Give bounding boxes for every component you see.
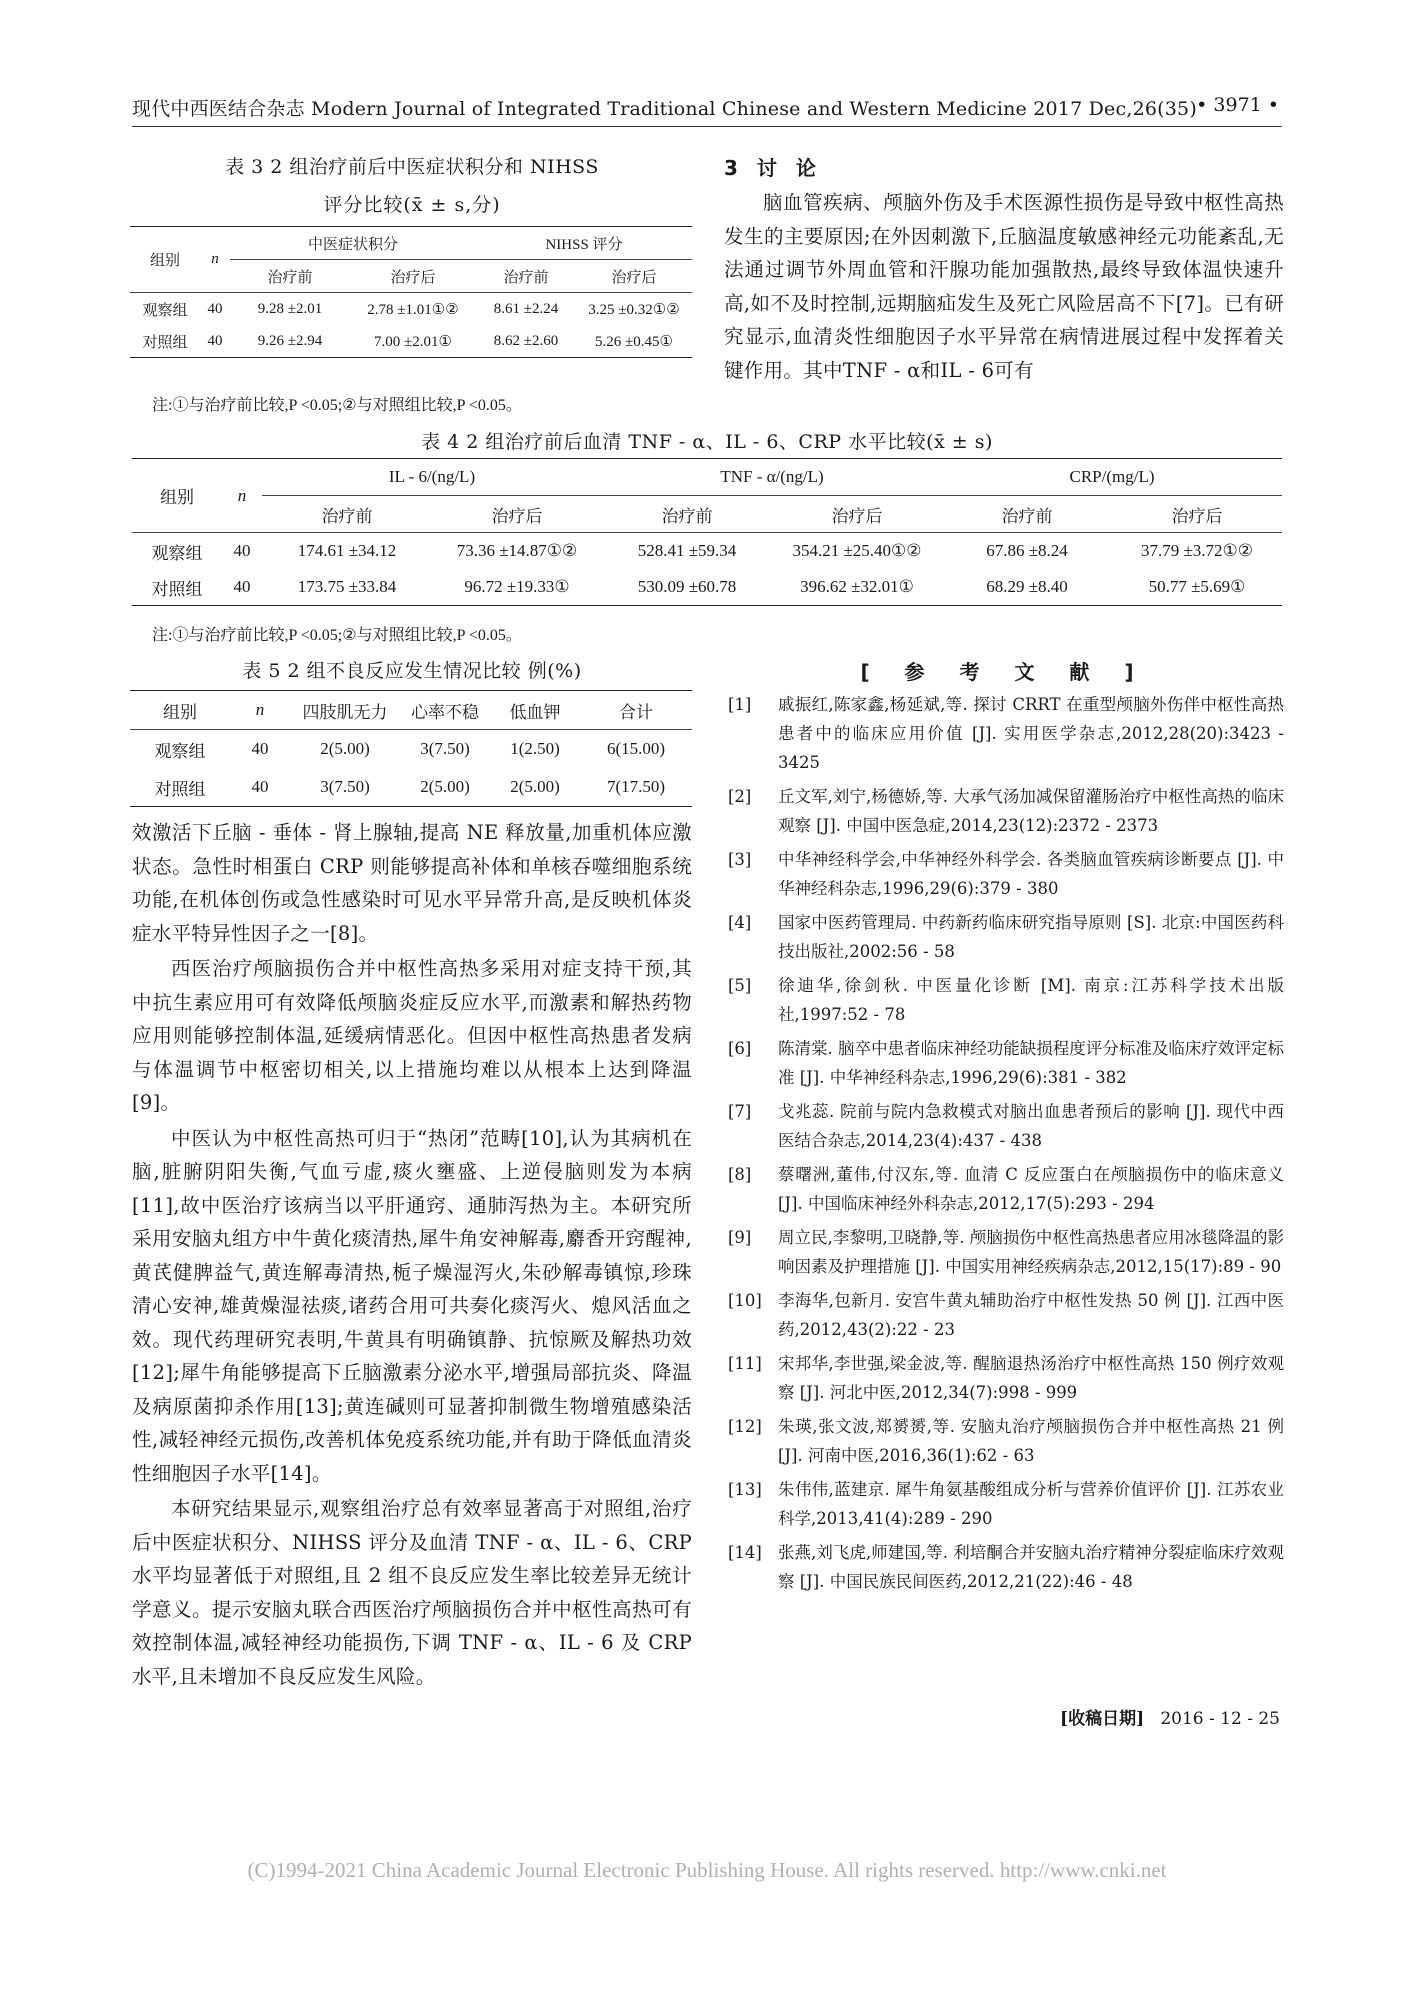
reference-number: [6] bbox=[728, 1039, 752, 1058]
table-cell: 2(5.00) bbox=[320, 739, 370, 758]
reference-item bbox=[728, 908, 1284, 966]
table-cell: 2(5.00) bbox=[420, 777, 470, 796]
reference-text: 宋邦华,李世强,梁金波,等. 醒脑退热汤治疗中枢性高热 150 例疗效观察 [J]. 河北中医,2012,34(7):998 - 999 bbox=[778, 1354, 1284, 1402]
table-row bbox=[132, 569, 1282, 606]
table-cell: 对照组 bbox=[151, 579, 203, 599]
table-cell: 7(17.50) bbox=[606, 777, 666, 796]
left-body-text bbox=[132, 816, 692, 1693]
reference-item bbox=[728, 1034, 1284, 1092]
table-cell: 8.61 ±2.24 bbox=[493, 300, 559, 317]
table-cell: 174.61 ±34.12 bbox=[297, 541, 397, 560]
reference-text: 蔡曙洲,董伟,付汉东,等. 血清 C 反应蛋白在颅脑损伤中的临床意义 [J]. 中国临床神经外科杂志,2012,17(5):293 - 294 bbox=[778, 1165, 1284, 1213]
reference-number: [3] bbox=[728, 850, 752, 869]
reference-number: [7] bbox=[728, 1102, 752, 1121]
body-paragraph: 效激活下丘脑 - 垂体 - 肾上腺轴,提高 NE 释放量,加重机体应激状态。急性时相蛋白 CRP 则能够提高补体和单核吞噬细胞系统功能,在机体创伤或急性感染时可见水平异常升高,是反映机体炎症水平特异性因子之一[8]。 bbox=[132, 821, 692, 945]
table-cell: 观察组 bbox=[154, 741, 206, 761]
table4-header-group: 组别 bbox=[160, 488, 194, 507]
table-cell: 528.41 ±59.34 bbox=[637, 541, 737, 560]
reference-item bbox=[728, 1223, 1284, 1281]
reference-item bbox=[728, 1349, 1284, 1407]
reference-text: 陈清棠. 脑卒中患者临床神经功能缺损程度评分标准及临床疗效评定标准 [J]. 中华神经科杂志,1996,29(6):381 - 382 bbox=[778, 1039, 1284, 1087]
references-heading: [ 参 考 文 献 ] bbox=[860, 660, 1148, 684]
reference-text: 中华神经科学会,中华神经外科学会. 各类脑血管疾病诊断要点 [J]. 中华神经科杂志,1996,29(6):379 - 380 bbox=[778, 850, 1284, 898]
table3-sub-before: 治疗前 bbox=[267, 269, 313, 286]
reference-item bbox=[728, 1538, 1284, 1596]
reference-item bbox=[728, 1286, 1284, 1344]
table-cell: 50.77 ±5.69① bbox=[1148, 577, 1246, 596]
table3-note: 注:①与治疗前比较,P <0.05;②与对照组比较,P <0.05。 bbox=[152, 397, 522, 414]
table-cell: 40 bbox=[233, 541, 251, 560]
reference-text: 李海华,包新月. 安宫牛黄丸辅助治疗中枢性发热 50 例 [J]. 江西中医药,2012,43(2):22 - 23 bbox=[778, 1291, 1284, 1339]
table-cell: 73.36 ±14.87①② bbox=[456, 541, 578, 560]
table-cell: 37.79 ±3.72①② bbox=[1140, 541, 1254, 560]
reference-item bbox=[728, 1475, 1284, 1533]
references-list bbox=[728, 690, 1284, 1601]
table4-sub-after: 治疗后 bbox=[831, 506, 883, 526]
reference-number: [8] bbox=[728, 1165, 752, 1184]
reference-number: [13] bbox=[728, 1480, 762, 1499]
received-date bbox=[1060, 1704, 1280, 1729]
reference-item bbox=[728, 782, 1284, 840]
table3-caption-line2: 评分比较(x̄ ± s,分) bbox=[323, 194, 501, 216]
table-cell: 1(2.50) bbox=[510, 739, 560, 758]
reference-text: 徐迪华,徐剑秋. 中医量化诊断 [M]. 南京:江苏科学技术出版社,1997:52 - 78 bbox=[778, 976, 1284, 1024]
reference-number: [12] bbox=[728, 1417, 762, 1436]
table-row bbox=[132, 533, 1282, 570]
table4-sub-before: 治疗前 bbox=[321, 506, 373, 526]
table4-header-il6: IL - 6/(ng/L) bbox=[262, 459, 602, 496]
table3-header-n: n bbox=[211, 251, 219, 267]
table4 bbox=[132, 458, 1282, 606]
reference-text: 张燕,刘飞虎,师建国,等. 利培酮合并安脑丸治疗精神分裂症临床疗效观察 [J]. 中国民族民间医药,2012,21(22):46 - 48 bbox=[778, 1543, 1284, 1591]
table-cell: 3(7.50) bbox=[320, 777, 370, 796]
reference-item bbox=[728, 845, 1284, 903]
table4-header-n: n bbox=[237, 485, 247, 505]
table3-header-group: 组别 bbox=[149, 253, 180, 269]
page-number: • 3971 • bbox=[1196, 94, 1279, 116]
reference-item bbox=[728, 1160, 1284, 1218]
table-cell: 40 bbox=[251, 777, 269, 796]
reference-item bbox=[728, 1412, 1284, 1470]
table-cell: 2.78 ±1.01①② bbox=[367, 301, 459, 318]
table-cell: 7.00 ±2.01① bbox=[374, 333, 452, 350]
reference-item bbox=[728, 690, 1284, 777]
table5-header-cell: 心率不稳 bbox=[411, 702, 479, 722]
table3 bbox=[130, 226, 692, 358]
table3-header-nihss: NIHSS 评分 bbox=[476, 227, 692, 260]
reference-number: [10] bbox=[728, 1291, 762, 1310]
table4-sub-after: 治疗后 bbox=[1171, 506, 1223, 526]
table-cell: 6(15.00) bbox=[606, 739, 666, 758]
table3-sub-after: 治疗后 bbox=[611, 269, 657, 286]
received-value: 2016 - 12 - 25 bbox=[1160, 1709, 1280, 1729]
reference-number: [4] bbox=[728, 913, 752, 932]
reference-text: 丘文军,刘宁,杨德娇,等. 大承气汤加减保留灌肠治疗中枢性高热的临床观察 [J]. 中国中医急症,2014,23(12):2372 - 2373 bbox=[778, 787, 1284, 835]
table-cell: 40 bbox=[207, 332, 223, 349]
copyright-footer: (C)1994-2021 China Academic Journal Electronic Publishing House. All rights reserved. http://www.cnki.net bbox=[247, 1858, 1167, 1882]
table4-sub-after: 治疗后 bbox=[491, 506, 543, 526]
table3-caption-line1: 表 3 2 组治疗前后中医症状积分和 NIHSS bbox=[225, 156, 599, 178]
discussion-paragraph: 脑血管疾病、颅脑外伤及手术医源性损伤是导致中枢性高热发生的主要原因;在外因刺激下,丘脑温度敏感神经元功能紊乱,无法通过调节外周血管和汗腺功能加强散热,最终导致体温快速升高,如不及时控制,远期脑疝发生及死亡风险居高不下[7]。已有研究显示,血清炎性细胞因子水平异常在病情进展过程中发挥着关键作用。其中TNF - α和IL - 6可有 bbox=[724, 191, 1284, 382]
table-row bbox=[130, 293, 692, 326]
reference-item bbox=[728, 971, 1284, 1029]
table-cell: 40 bbox=[233, 577, 251, 596]
table4-header-tnf: TNF - α/(ng/L) bbox=[602, 459, 942, 496]
table-row bbox=[130, 325, 692, 358]
table5-header-cell: 低血钾 bbox=[509, 702, 561, 722]
table-cell: 40 bbox=[207, 300, 223, 317]
table5-header-cell: n bbox=[255, 700, 265, 719]
table-cell: 3(7.50) bbox=[420, 739, 470, 758]
table5-header-cell: 组别 bbox=[163, 702, 197, 722]
table-cell: 8.62 ±2.60 bbox=[493, 332, 559, 349]
reference-number: [1] bbox=[728, 695, 752, 714]
reference-text: 国家中医药管理局. 中药新药临床研究指导原则 [S]. 北京:中国医药科技出版社,2002:56 - 58 bbox=[778, 913, 1284, 961]
table4-header-crp: CRP/(mg/L) bbox=[942, 459, 1282, 496]
reference-text: 戈兆蕊. 院前与院内急救模式对脑出血患者预后的影响 [J]. 现代中西医结合杂志,2014,23(4):437 - 438 bbox=[778, 1102, 1284, 1150]
table-cell: 观察组 bbox=[151, 543, 203, 563]
body-paragraph: 西医治疗颅脑损伤合并中枢性高热多采用对症支持干预,其中抗生素应用可有效降低颅脑炎症反应水平,而激素和解热药物应用则能够控制体温,延缓病情恶化。但因中枢性高热患者发病与体温调节中枢密切相关,以上措施均难以从根本上达到降温[9]。 bbox=[132, 957, 692, 1114]
table-row bbox=[130, 730, 692, 769]
table-cell: 2(5.00) bbox=[510, 777, 560, 796]
reference-number: [14] bbox=[728, 1543, 762, 1562]
table3-sub-before: 治疗前 bbox=[503, 269, 549, 286]
reference-number: [11] bbox=[728, 1354, 762, 1373]
table-row bbox=[130, 768, 692, 807]
table-cell: 5.26 ±0.45① bbox=[595, 333, 673, 350]
discussion-text bbox=[724, 186, 1284, 387]
reference-text: 戚振红,陈家鑫,杨延斌,等. 探讨 CRRT 在重型颅脑外伤伴中枢性高热患者中的临床应用价值 [J]. 实用医学杂志,2012,28(20):3423 - 3425 bbox=[778, 695, 1284, 772]
reference-item bbox=[728, 1097, 1284, 1155]
table-cell: 40 bbox=[251, 739, 269, 758]
table-cell: 396.62 ±32.01① bbox=[800, 577, 914, 596]
table4-sub-before: 治疗前 bbox=[1001, 506, 1053, 526]
body-paragraph: 本研究结果显示,观察组治疗总有效率显著高于对照组,治疗后中医症状积分、NIHSS 评分及血清 TNF - α、IL - 6、CRP 水平均显著低于对照组,且 2 组不良反应发生率比较差异无统计学意义。提示安脑丸联合西医治疗颅脑损伤合并中枢性高热可有效控制体温,减轻神经功能损伤,下调 TNF - α、IL - 6 及 CRP 水平,且未增加不良反应发生风险。 bbox=[132, 1497, 692, 1688]
table-cell: 354.21 ±25.40①② bbox=[792, 541, 922, 560]
table-cell: 3.25 ±0.32①② bbox=[588, 301, 680, 318]
header-rule bbox=[132, 126, 1282, 127]
reference-number: [9] bbox=[728, 1228, 752, 1247]
received-label: [收稿日期] bbox=[1060, 1709, 1145, 1729]
table-cell: 96.72 ±19.33① bbox=[464, 577, 570, 596]
reference-number: [5] bbox=[728, 976, 752, 995]
table-cell: 9.26 ±2.94 bbox=[257, 332, 323, 349]
table5 bbox=[130, 690, 692, 807]
table-cell: 67.86 ±8.24 bbox=[986, 541, 1068, 560]
reference-text: 朱瑛,张文波,郑赟赟,等. 安脑丸治疗颅脑损伤合并中枢性高热 21 例 [J]. 河南中医,2016,36(1):62 - 63 bbox=[778, 1417, 1284, 1465]
table5-header-cell: 四肢肌无力 bbox=[302, 702, 388, 722]
discussion-heading: 3 讨 论 bbox=[724, 156, 822, 180]
table-cell: 68.29 ±8.40 bbox=[986, 577, 1068, 596]
table-cell: 173.75 ±33.84 bbox=[297, 577, 397, 596]
reference-text: 周立民,李黎明,卫晓静,等. 颅脑损伤中枢性高热患者应用冰毯降温的影响因素及护理措施 [J]. 中国实用神经疾病杂志,2012,15(17):89 - 90 bbox=[778, 1228, 1284, 1276]
table3-header-tcm: 中医症状积分 bbox=[230, 227, 476, 260]
table-cell: 对照组 bbox=[154, 779, 206, 799]
table-cell: 观察组 bbox=[142, 302, 188, 319]
body-paragraph: 中医认为中枢性高热可归于“热闭”范畴[10],认为其病机在脑,脏腑阴阳失衡,气血亏虚,痰火壅盛、上逆侵脑则发为本病[11],故中医治疗该病当以平肝通窍、通肺泻热为主。本研究所采用安脑丸组方中牛黄化痰清热,犀牛角安神解毒,麝香开窍醒神,黄芪健脾益气,黄连解毒清热,栀子燥湿泻火,朱砂解毒镇惊,珍珠清心安神,雄黄燥湿祛痰,诸药合用可共奏化痰泻火、熄风活血之效。现代药理研究表明,牛黄具有明确镇静、抗惊厥及解热功效[12];犀牛角能够提高下丘脑激素分泌水平,增强局部抗炎、降温及病原菌抑杀作用[13];黄连碱则可显著抑制微生物增殖感染活性,减轻神经元损伤,改善机体免疫系统功能,并有助于降低血清炎性细胞因子水平[14]。 bbox=[132, 1126, 692, 1485]
table4-caption: 表 4 2 组治疗前后血清 TNF - α、IL - 6、CRP 水平比较(x̄ ± s) bbox=[421, 431, 993, 453]
table-cell: 9.28 ±2.01 bbox=[257, 300, 323, 317]
table4-sub-before: 治疗前 bbox=[661, 506, 713, 526]
table3-sub-after: 治疗后 bbox=[390, 269, 436, 286]
reference-text: 朱伟伟,蓝建京. 犀牛角氨基酸组成分析与营养价值评价 [J]. 江苏农业科学,2013,41(4):289 - 290 bbox=[778, 1480, 1284, 1528]
journal-header: 现代中西医结合杂志 Modern Journal of Integrated Traditional Chinese and Western Medicine 2017 Dec,26(35) bbox=[132, 98, 1197, 120]
reference-number: [2] bbox=[728, 787, 752, 806]
table-cell: 对照组 bbox=[142, 334, 188, 351]
table4-note: 注:①与治疗前比较,P <0.05;②与对照组比较,P <0.05。 bbox=[152, 627, 522, 644]
table5-caption: 表 5 2 组不良反应发生情况比较 例(%) bbox=[242, 660, 582, 682]
table5-header-cell: 合计 bbox=[619, 702, 653, 722]
table-cell: 530.09 ±60.78 bbox=[637, 577, 737, 596]
